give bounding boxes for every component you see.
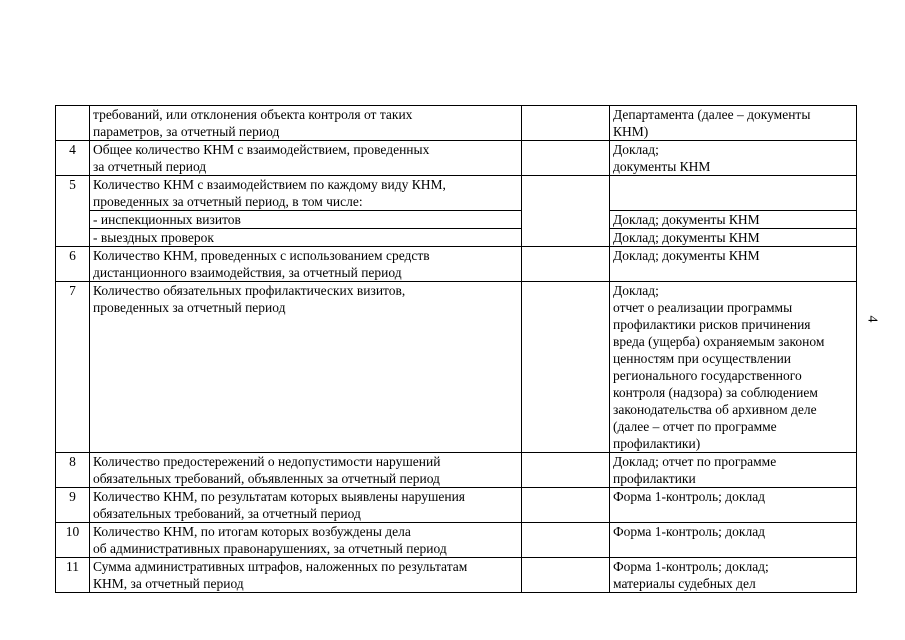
- table-row: [56, 453, 857, 488]
- indicator-description: Количество обязательных профилактических визитов, проведенных за отчетный период: [90, 282, 522, 453]
- indicator-description: Количество КНМ с взаимодействием по каждому виду КНМ, проведенных за отчетный период, в том числе:: [90, 176, 522, 211]
- indicator-source: [610, 176, 857, 211]
- row-number: [56, 106, 90, 141]
- indicator-description: - инспекционных визитов: [90, 211, 522, 229]
- table-row: [56, 488, 857, 523]
- table-row: [56, 176, 857, 211]
- indicator-value: [522, 141, 610, 176]
- table-row: [56, 229, 857, 247]
- indicator-source: Доклад; документы КНМ: [610, 229, 857, 247]
- row-number: 11: [56, 558, 90, 593]
- indicator-source: Доклад; документы КНМ: [610, 211, 857, 229]
- indicator-description: Количество КНМ, по результатам которых выявлены нарушения обязательных требований, за отчетный период: [90, 488, 522, 523]
- row-number: 6: [56, 247, 90, 282]
- indicators-table: [55, 105, 857, 593]
- row-number: 10: [56, 523, 90, 558]
- table-row: [56, 106, 857, 141]
- indicator-description: - выездных проверок: [90, 229, 522, 247]
- indicator-value: [522, 523, 610, 558]
- indicator-value: [522, 558, 610, 593]
- row-number: 7: [56, 282, 90, 453]
- indicator-value: [522, 282, 610, 453]
- indicator-source: Форма 1-контроль; доклад; материалы судебных дел: [610, 558, 857, 593]
- indicator-description: Количество предостережений о недопустимости нарушений обязательных требований, объявленных за отчетный период: [90, 453, 522, 488]
- table-row: [56, 282, 857, 453]
- indicator-value: [522, 247, 610, 282]
- indicator-description: Количество КНМ, проведенных с использованием средств дистанционного взаимодействия, за отчетный период: [90, 247, 522, 282]
- indicator-description: Общее количество КНМ с взаимодействием, проведенных за отчетный период: [90, 141, 522, 176]
- row-number: 8: [56, 453, 90, 488]
- row-number: 4: [56, 141, 90, 176]
- table-row: [56, 211, 857, 229]
- indicator-source: Доклад; отчет по программе профилактики: [610, 453, 857, 488]
- indicator-source: Доклад; документы КНМ: [610, 141, 857, 176]
- indicator-source: Департамента (далее – документы КНМ): [610, 106, 857, 141]
- indicator-value: [522, 176, 610, 247]
- indicator-value: [522, 453, 610, 488]
- indicator-description: требований, или отклонения объекта контроля от таких параметров, за отчетный период: [90, 106, 522, 141]
- indicator-source: Форма 1-контроль; доклад: [610, 523, 857, 558]
- table-row: [56, 558, 857, 593]
- indicator-value: [522, 488, 610, 523]
- row-number: 9: [56, 488, 90, 523]
- indicator-source: Доклад; документы КНМ: [610, 247, 857, 282]
- indicator-description: Количество КНМ, по итогам которых возбуждены дела об административных правонарушениях, за отчетный период: [90, 523, 522, 558]
- indicator-source: Доклад; отчет о реализации программы профилактики рисков причинения вреда (ущерба) охраняемым законом ценностям при осуществлении регионального государственного контроля (надзора) за соблюдением законодательства об архивном деле (далее – отчет по программе профилактики): [610, 282, 857, 453]
- table-row: [56, 141, 857, 176]
- row-number: 5: [56, 176, 90, 247]
- page-number: 4: [864, 315, 880, 323]
- indicator-value: [522, 106, 610, 141]
- indicator-source: Форма 1-контроль; доклад: [610, 488, 857, 523]
- table-row: [56, 247, 857, 282]
- indicator-description: Сумма административных штрафов, наложенных по результатам КНМ, за отчетный период: [90, 558, 522, 593]
- table-row: [56, 523, 857, 558]
